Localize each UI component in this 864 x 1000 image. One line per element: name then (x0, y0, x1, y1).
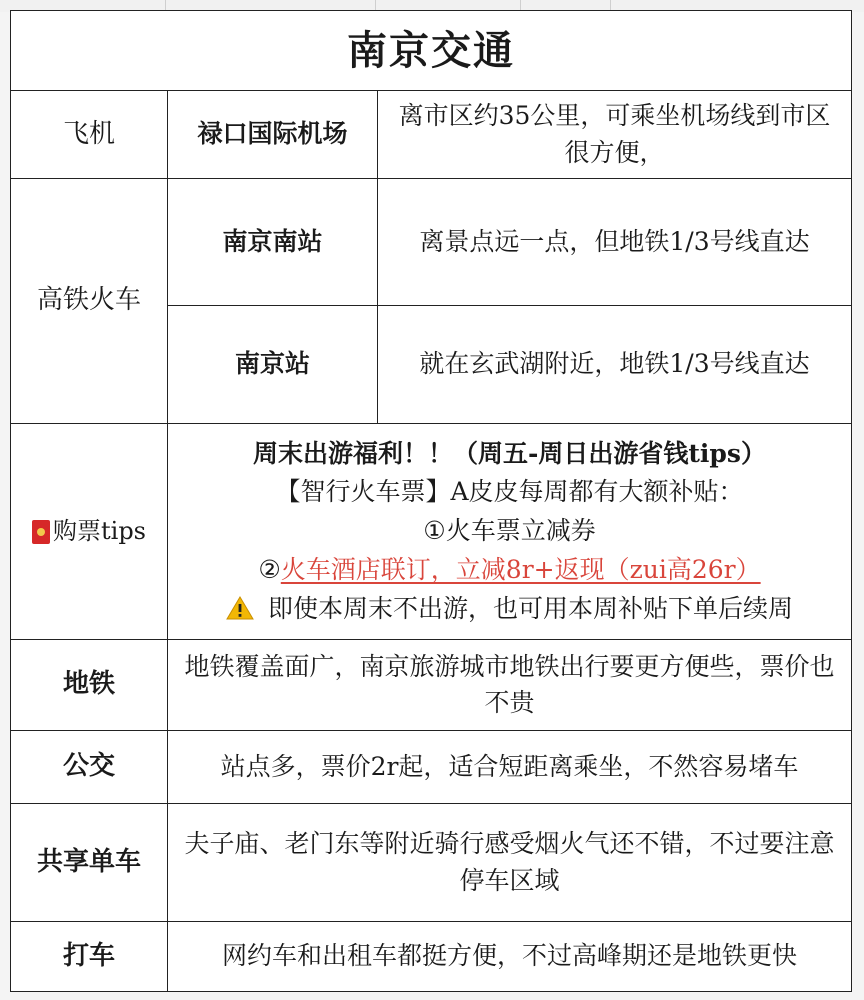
item-number: ① (423, 516, 446, 546)
plane-description: 离市区约35公里，可乘坐机场线到市区很方便， (378, 91, 851, 179)
tips-headline: 周末出游福利！！（周五-周日出游省钱tips） (253, 438, 766, 468)
category-bike: 共享单车 (11, 804, 168, 922)
transport-table (10, 10, 852, 992)
subway-description: 地铁覆盖面广，南京旅游城市地铁出行要更方便些，票价也不贵 (168, 640, 851, 731)
plane-place: 禄口国际机场 (168, 91, 378, 179)
station-description: 就在玄武湖附近，地铁1/3号线直达 (378, 306, 851, 424)
category-taxi: 打车 (11, 922, 168, 991)
item-text: 火车票立减券 (445, 516, 596, 546)
category-subway: 地铁 (11, 640, 168, 731)
tips-subsidy-line: 【智行火车票】A皮皮每周都有大额补贴： (275, 477, 744, 507)
item-number: ② (258, 554, 281, 584)
category-bus: 公交 (11, 731, 168, 804)
tips-label: 购票tips (53, 517, 146, 546)
bike-description: 夫子庙、老门东等附近骑行感受烟火气还不错，不过要注意停车区域 (168, 804, 851, 922)
warning-text: 即使本周末不出游，也可用本周补贴下单后续周 (267, 593, 793, 623)
category-plane: 飞机 (11, 91, 168, 179)
tips-item-1 (423, 512, 595, 551)
bus-description: 站点多，票价2r起，适合短距离乘坐，不然容易堵车 (168, 731, 851, 804)
hotel-train-combo-link[interactable]: 火车酒店联订，立减8r+返现（zui高26r） (280, 554, 761, 584)
category-tips (11, 424, 168, 640)
tips-content (168, 424, 851, 640)
category-train: 高铁火车 (11, 179, 168, 424)
station-description: 离景点远一点，但地铁1/3号线直达 (378, 179, 851, 306)
tips-warning-line (226, 590, 793, 629)
station-name: 南京南站 (168, 179, 378, 306)
table-title: 南京交通 (11, 11, 851, 91)
warning-icon (226, 596, 254, 620)
tips-item-2 (258, 551, 760, 590)
station-name: 南京站 (168, 306, 378, 424)
taxi-description: 网约车和出租车都挺方便，不过高峰期还是地铁更快 (221, 941, 797, 971)
red-envelope-icon (32, 520, 50, 544)
